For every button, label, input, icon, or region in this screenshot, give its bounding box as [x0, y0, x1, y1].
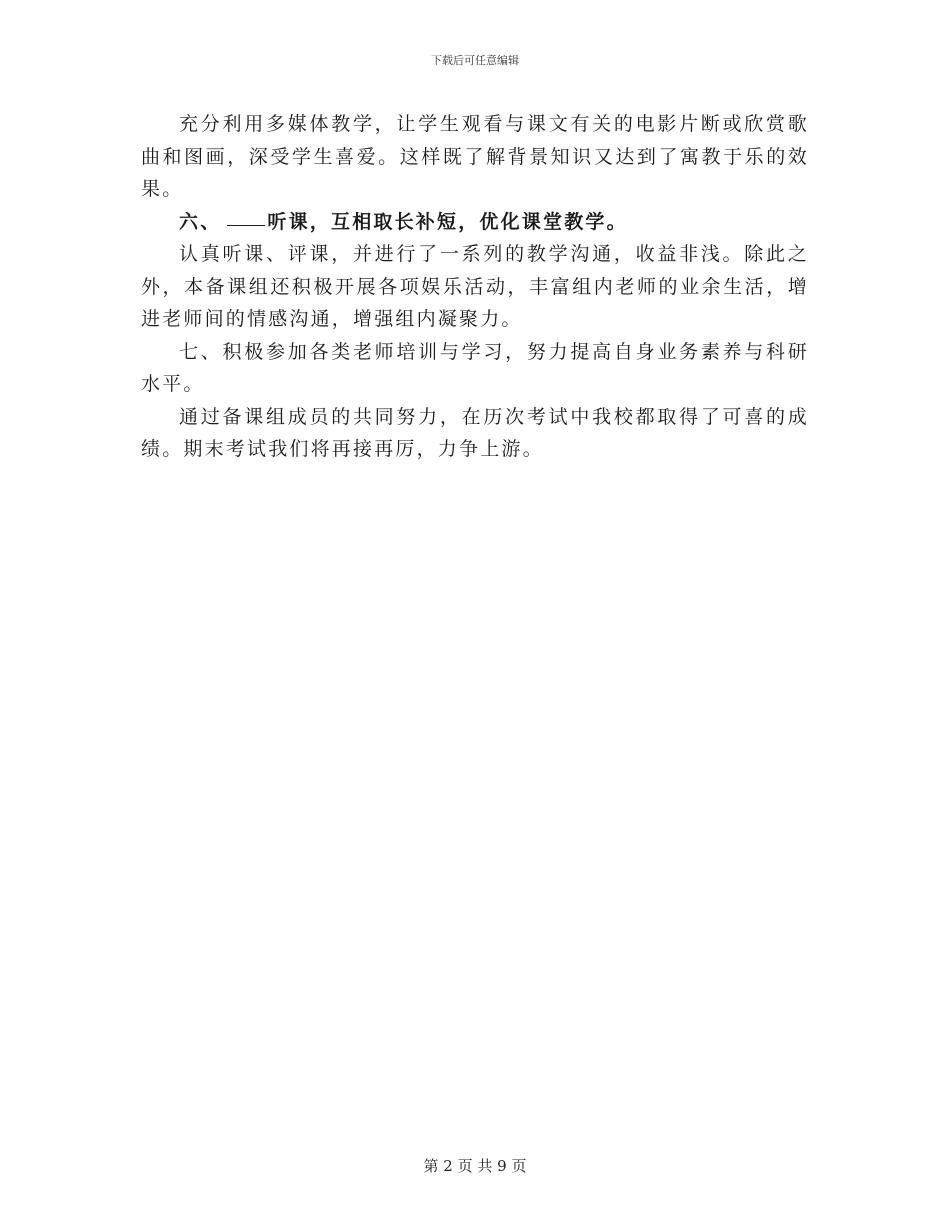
page-number: 第 2 页 共 9 页 — [423, 1157, 527, 1175]
paragraph-result: 通过备课组成员的共同努力，在历次考试中我校都取得了可喜的成绩。期末考试我们将再接再厉，力争上游。 — [141, 405, 809, 460]
section-heading-six — [141, 206, 809, 239]
fill-in-blank — [227, 224, 265, 226]
document-body — [141, 108, 809, 466]
heading-six-text: 听课，互相取长补短，优化课堂教学。 — [267, 210, 628, 233]
paragraph-seven: 七、积极参加各类老师培训与学习，努力提高自身业务素养与科研水平。 — [141, 340, 809, 395]
heading-six-number: 六、 — [179, 210, 222, 233]
paragraph-multimedia: 充分利用多媒体教学，让学生观看与课文有关的电影片断或欣赏歌曲和图画，深受学生喜爱。这样既了解背景知识又达到了寓教于乐的效果。 — [141, 113, 809, 200]
page-header: 下载后可任意编辑 — [431, 54, 519, 67]
paragraph-listen: 认真听课、评课，并进行了一系列的教学沟通，收益非浅。除此之外，本备课组还积极开展各项娱乐活动，丰富组内老师的业余生活，增进老师间的情感沟通，增强组内凝聚力。 — [141, 243, 809, 330]
